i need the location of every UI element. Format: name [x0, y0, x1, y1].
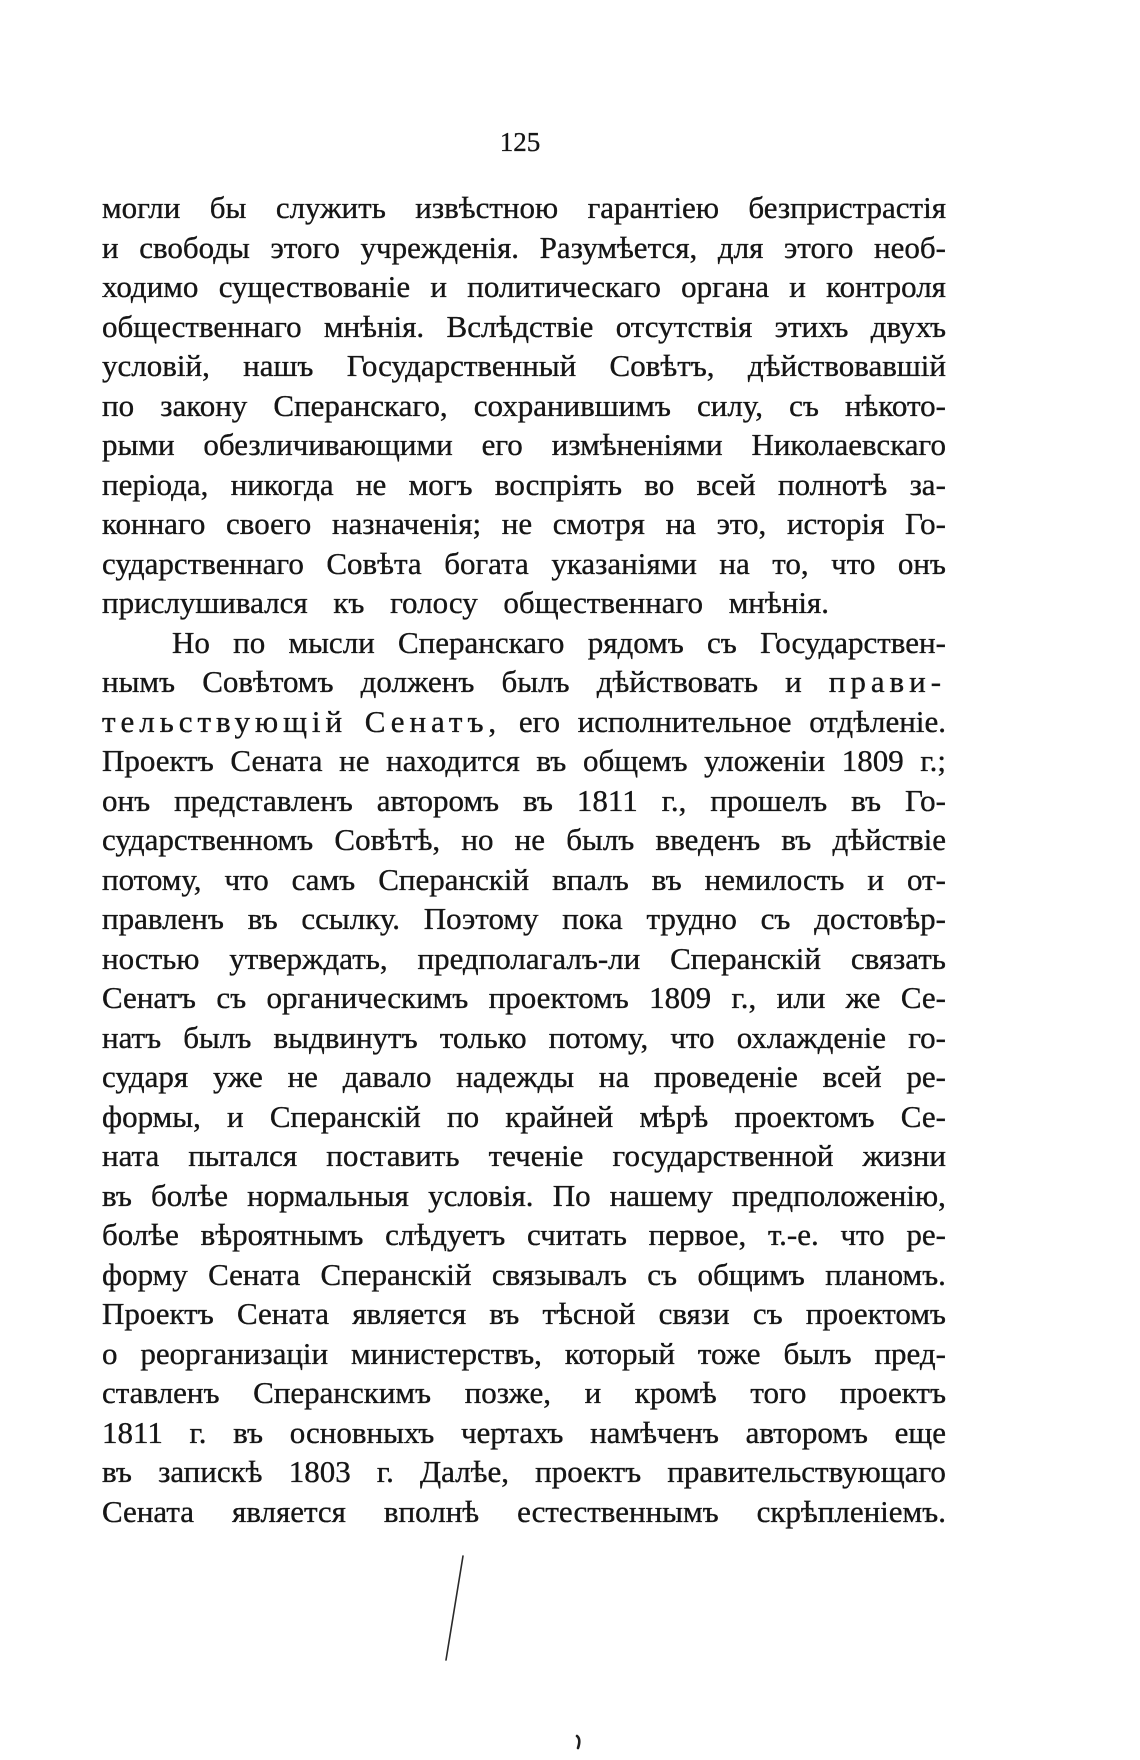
- word: этого: [270, 229, 340, 265]
- word: то,: [772, 545, 809, 581]
- word: общемъ: [582, 743, 688, 778]
- word: нормальныя: [247, 1177, 409, 1213]
- word: этихъ: [774, 308, 849, 344]
- text-line: [102, 544, 946, 584]
- word: естественнымъ: [517, 1493, 719, 1529]
- word: органа: [681, 269, 769, 304]
- word: контроля: [826, 269, 946, 304]
- word: Совѣтомъ: [202, 664, 334, 699]
- word: съ: [707, 624, 737, 660]
- word: рядомъ: [587, 624, 684, 660]
- text-line: [102, 1452, 946, 1492]
- text-line: [102, 425, 946, 465]
- word: могли: [102, 190, 181, 225]
- word: Далѣе,: [420, 1454, 509, 1489]
- word: съ: [752, 1296, 783, 1331]
- word: съ: [647, 1256, 678, 1292]
- word: выдвинутъ: [273, 1019, 418, 1055]
- word: проектомъ: [488, 980, 629, 1015]
- word: существованіе: [218, 269, 411, 304]
- word: Поэтому: [423, 901, 539, 936]
- word: въ: [102, 1454, 132, 1489]
- word: не: [287, 1059, 318, 1094]
- word: утверждать,: [229, 940, 388, 976]
- word: еще: [894, 1414, 946, 1450]
- word: уже: [212, 1059, 263, 1094]
- text-line: [102, 386, 946, 426]
- text-line: [102, 1136, 946, 1176]
- word: Сперанскій: [378, 861, 530, 897]
- word: проектъ: [535, 1454, 642, 1489]
- word: не: [501, 506, 533, 541]
- word: формы,: [102, 1098, 201, 1134]
- word: тоже: [697, 1335, 761, 1371]
- word: обезличивающими: [203, 427, 453, 462]
- word: прави-: [828, 664, 946, 699]
- word: назначенія;: [331, 506, 482, 541]
- word: по: [447, 1098, 480, 1134]
- word: съ: [216, 980, 247, 1015]
- word: отдѣленіе.: [809, 703, 946, 739]
- word: учрежденія.: [360, 229, 520, 265]
- word: самъ: [291, 861, 356, 897]
- word: Но: [172, 624, 210, 660]
- word: по: [233, 624, 266, 660]
- text-line: [102, 1492, 946, 1532]
- word: отсутствія: [615, 308, 753, 344]
- word: указаніями: [551, 545, 697, 581]
- word: достовѣр-: [814, 901, 946, 936]
- text-line: [102, 1097, 946, 1137]
- word: его: [481, 427, 523, 462]
- word: кромѣ: [634, 1375, 717, 1410]
- word: силу,: [696, 387, 763, 423]
- word: Государственный: [346, 348, 577, 383]
- word: былъ: [501, 664, 570, 699]
- word: Совѣта: [326, 545, 422, 581]
- word: который: [564, 1335, 675, 1371]
- word: тѣсной: [542, 1296, 636, 1331]
- word: во: [644, 466, 675, 502]
- word: Се-: [900, 1098, 946, 1134]
- word: что: [224, 861, 269, 897]
- word: что: [840, 1217, 885, 1252]
- word: богата: [444, 545, 529, 581]
- word: запискѣ: [158, 1454, 263, 1489]
- word: онъ: [102, 782, 151, 818]
- text-line: [102, 228, 946, 268]
- text-line: [102, 1215, 946, 1255]
- word: г.: [189, 1414, 207, 1450]
- word: въ: [781, 822, 812, 857]
- word: позже,: [464, 1375, 551, 1410]
- word: о: [102, 1335, 118, 1371]
- word: основныхъ: [289, 1414, 435, 1450]
- word: проектомъ: [805, 1296, 946, 1331]
- text-line: [102, 188, 946, 228]
- word: от-: [906, 861, 946, 897]
- text-line: [102, 1413, 946, 1453]
- word: былъ: [566, 822, 635, 857]
- text-line: [102, 1018, 946, 1058]
- word: скрѣпленіемъ.: [756, 1493, 946, 1529]
- word: для: [717, 229, 764, 265]
- scan-mark-comma: [577, 1736, 579, 1748]
- word: ссылку.: [301, 901, 400, 936]
- word: измѣненіями: [551, 427, 723, 462]
- word: жизни: [862, 1138, 946, 1173]
- word: болѣе: [151, 1177, 228, 1213]
- word: связи: [658, 1296, 730, 1331]
- word: общимъ: [697, 1256, 805, 1292]
- word: слѣдуетъ: [385, 1217, 506, 1252]
- text-line: [102, 1255, 946, 1295]
- text-line: [102, 504, 946, 544]
- word: Сената: [230, 743, 323, 778]
- text-line: [102, 1176, 946, 1216]
- word: служить: [275, 190, 386, 225]
- word: на: [719, 545, 750, 581]
- word: Сперанскій: [320, 1256, 472, 1292]
- word: дѣйствовать: [596, 664, 758, 699]
- word: Го-: [904, 506, 946, 541]
- word: и: [867, 861, 884, 897]
- word: въ: [651, 861, 682, 897]
- word: Сперанскаго,: [273, 387, 448, 423]
- word: тельствующій: [102, 703, 348, 739]
- text-line: [102, 1294, 946, 1334]
- word: правленъ: [102, 901, 224, 936]
- word: по: [102, 387, 135, 423]
- word: ре-: [906, 1217, 946, 1252]
- word: крайней: [505, 1098, 614, 1134]
- word: Сенатъ: [102, 980, 196, 1015]
- word: г.,: [661, 782, 687, 818]
- word: своего: [226, 506, 312, 541]
- text-line: [102, 781, 946, 821]
- word: связывалъ: [491, 1256, 627, 1292]
- word: Сената: [236, 1296, 330, 1331]
- word: охлажденіе: [736, 1019, 887, 1055]
- word: это,: [716, 506, 767, 541]
- word: и: [227, 1098, 244, 1134]
- word: періода,: [102, 466, 209, 502]
- word: Сената: [102, 1493, 195, 1529]
- word: свободы: [139, 229, 250, 265]
- text-line: [102, 307, 946, 347]
- word: мнѣнія.: [728, 585, 829, 620]
- word: пытался: [188, 1138, 298, 1173]
- word: нѣкото-: [844, 387, 946, 423]
- word: поставить: [326, 1138, 460, 1173]
- word: 1809: [649, 980, 712, 1015]
- word: пред-: [874, 1335, 946, 1371]
- word: ре-: [906, 1059, 946, 1094]
- word: органическимъ: [266, 980, 469, 1015]
- word: никогда: [230, 466, 334, 502]
- scan-mark-slash: [446, 1556, 463, 1660]
- word: за-: [909, 466, 946, 502]
- word: сударственномъ: [102, 822, 314, 857]
- text-line: [102, 702, 946, 742]
- word: смотря: [552, 506, 645, 541]
- word: былъ: [183, 1019, 252, 1055]
- word: въ: [536, 743, 567, 778]
- word: чертахъ: [460, 1414, 564, 1450]
- word: Проектъ: [102, 743, 214, 778]
- word: дѣйствіе: [832, 822, 946, 857]
- word: съ: [789, 387, 819, 423]
- word: нашъ: [243, 348, 314, 383]
- word: министерствъ,: [351, 1335, 542, 1371]
- word: считать: [527, 1217, 627, 1252]
- word: натъ: [102, 1019, 162, 1055]
- word: находится: [386, 743, 520, 778]
- word: не: [339, 743, 370, 778]
- word: голосу: [390, 585, 478, 620]
- word: Государствен-: [760, 624, 946, 660]
- text-line: [102, 860, 946, 900]
- word: же: [845, 980, 881, 1015]
- word: потому,: [548, 1019, 649, 1055]
- word: могъ: [408, 466, 473, 502]
- word: авторомъ: [745, 1414, 868, 1450]
- word: Се-: [900, 980, 946, 1015]
- word: исторія: [786, 506, 885, 541]
- word: первое,: [648, 1217, 747, 1252]
- word: проектомъ: [734, 1098, 875, 1134]
- word: но: [461, 822, 494, 857]
- word: планомъ.: [825, 1256, 946, 1292]
- word: всей: [822, 1059, 882, 1094]
- word: связать: [850, 940, 946, 976]
- word: необ-: [874, 229, 946, 265]
- word: Проектъ: [102, 1296, 214, 1331]
- word: форму: [102, 1256, 188, 1292]
- word: го-: [908, 1019, 946, 1055]
- word: нымъ: [102, 664, 176, 699]
- word: прислушивался: [102, 585, 308, 620]
- word: что: [670, 1019, 715, 1055]
- word: исполнительное: [577, 703, 792, 739]
- word: общественнаго: [503, 585, 703, 620]
- word: этого: [784, 229, 854, 265]
- word: Го-: [904, 782, 946, 818]
- paragraph-first-line: [102, 623, 946, 663]
- word: въ: [851, 782, 881, 818]
- word: въ: [102, 1177, 132, 1213]
- word: Вслѣдствіе: [446, 308, 594, 344]
- word: въ: [233, 1414, 264, 1450]
- word: Сенатъ,: [364, 703, 502, 739]
- word: проектъ: [840, 1375, 946, 1410]
- word: долженъ: [360, 664, 475, 699]
- word: ставленъ: [102, 1375, 220, 1410]
- word: является: [232, 1493, 346, 1529]
- word: 1809: [841, 743, 904, 778]
- text-line: [102, 1373, 946, 1413]
- text-line: [102, 662, 946, 702]
- word: на: [598, 1059, 630, 1094]
- word: въ: [247, 901, 278, 936]
- word: безпристрастія: [748, 190, 946, 225]
- word: Сперанскимъ: [253, 1375, 432, 1410]
- text-line: [102, 465, 946, 505]
- word: мѣрѣ: [639, 1098, 709, 1134]
- word: предположенію,: [731, 1177, 946, 1213]
- word: и: [430, 269, 447, 304]
- word: теченіе: [488, 1138, 584, 1173]
- word: гарантіею: [587, 190, 719, 225]
- word: надежды: [456, 1059, 575, 1094]
- word: г.,: [731, 980, 757, 1015]
- word: Разумѣется,: [539, 229, 698, 265]
- text-line: [102, 978, 946, 1018]
- word: и: [785, 664, 802, 699]
- text-line: [102, 939, 946, 979]
- word: сударя: [102, 1059, 189, 1094]
- word: уложеніи: [704, 743, 826, 778]
- text-line: [102, 346, 946, 386]
- word: только: [439, 1019, 527, 1055]
- word: его: [518, 703, 561, 739]
- text-line: [102, 267, 946, 307]
- word: онъ: [897, 545, 946, 581]
- text-line: [102, 1334, 946, 1374]
- word: немилость: [704, 861, 845, 897]
- word: закону: [160, 387, 248, 423]
- text-line: [102, 1057, 946, 1097]
- word: сохранившимъ: [473, 387, 671, 423]
- word: мнѣнія.: [323, 308, 425, 344]
- word: г.: [376, 1454, 394, 1489]
- page-number: 125: [499, 127, 541, 157]
- word: нашему: [609, 1177, 713, 1213]
- text-line: [102, 741, 946, 781]
- word: и: [789, 269, 806, 304]
- word: болѣе: [102, 1217, 179, 1252]
- word: 1803: [288, 1454, 351, 1489]
- word: двухъ: [870, 308, 946, 344]
- word: По: [552, 1177, 591, 1213]
- word: ната: [102, 1138, 160, 1173]
- word: съ: [760, 901, 791, 936]
- word: коннаго: [102, 506, 206, 541]
- word: или: [776, 980, 826, 1015]
- word: правительствующаго: [667, 1454, 946, 1489]
- word: ходимо: [102, 269, 199, 304]
- word: Совѣтъ,: [609, 348, 715, 383]
- word: къ: [333, 585, 365, 620]
- word: 1811: [576, 782, 638, 818]
- word: извѣстною: [415, 190, 559, 225]
- word: Николаевскаго: [751, 427, 946, 462]
- word: Сената: [208, 1256, 301, 1292]
- word: давало: [342, 1059, 432, 1094]
- word: полнотѣ: [777, 466, 888, 502]
- word: рыми: [102, 427, 175, 462]
- word: трудно: [646, 901, 737, 936]
- word: т.-е.: [767, 1217, 819, 1252]
- word: всей: [696, 466, 756, 502]
- word: въ: [523, 782, 553, 818]
- text-line: [102, 820, 946, 860]
- word: 1811: [102, 1414, 163, 1450]
- word: общественнаго: [102, 308, 302, 344]
- word: введенъ: [655, 822, 761, 857]
- word: представленъ: [174, 782, 353, 818]
- word: не: [355, 466, 387, 502]
- word: государственной: [612, 1138, 834, 1173]
- word: ностью: [102, 940, 200, 976]
- word: вѣроятнымъ: [200, 1217, 364, 1252]
- word: Сперанскаго: [398, 624, 565, 660]
- word: условія.: [428, 1177, 534, 1213]
- word: реорганизаціи: [140, 1335, 329, 1371]
- word: что: [831, 545, 876, 581]
- word: Совѣтѣ,: [334, 822, 441, 857]
- word: авторомъ: [376, 782, 500, 818]
- word: впалъ: [552, 861, 629, 897]
- word: Сперанскій: [670, 940, 821, 976]
- word: мысли: [288, 624, 375, 660]
- word: пока: [562, 901, 623, 936]
- word: и: [102, 229, 119, 265]
- body-text: [102, 188, 946, 1531]
- word: на: [665, 506, 696, 541]
- word: проведеніе: [653, 1059, 798, 1094]
- word: бы: [209, 190, 247, 225]
- word: политическаго: [467, 269, 661, 304]
- word: воспріять: [494, 466, 623, 502]
- word: прошелъ: [710, 782, 828, 818]
- word: сударственнаго: [102, 545, 304, 581]
- word: предполагалъ-ли: [417, 940, 641, 976]
- word: условій,: [102, 348, 210, 383]
- text-line: [102, 899, 946, 939]
- word: и: [584, 1375, 602, 1410]
- word: намѣченъ: [590, 1414, 719, 1450]
- word: потому,: [102, 861, 202, 897]
- word: Сперанскій: [269, 1098, 421, 1134]
- word: вполнѣ: [383, 1493, 480, 1529]
- word: того: [750, 1375, 807, 1410]
- word: не: [514, 822, 546, 857]
- word: былъ: [783, 1335, 852, 1371]
- word: дѣйствовавшій: [747, 348, 946, 383]
- word: въ: [489, 1296, 520, 1331]
- word: является: [352, 1296, 467, 1331]
- word: г.;: [920, 743, 946, 778]
- paragraph-end-line: [102, 583, 829, 623]
